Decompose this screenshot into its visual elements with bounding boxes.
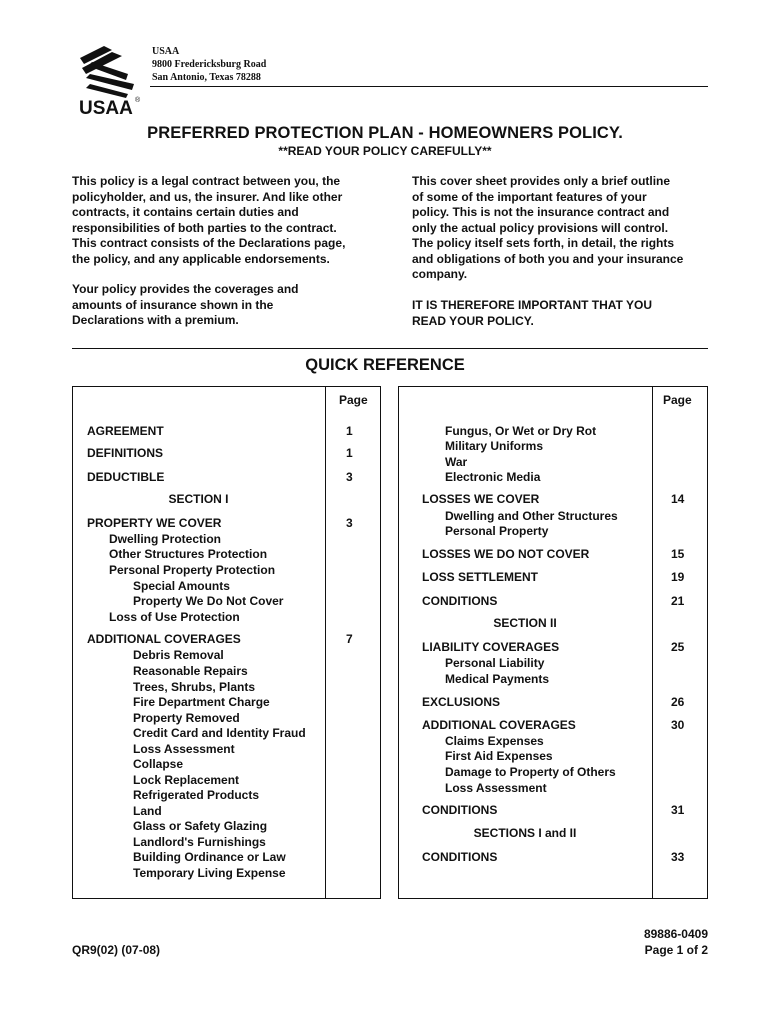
reference-entry: CONDITIONS [422,850,498,864]
quick-reference-title: QUICK REFERENCE [305,356,465,374]
reference-entry: LIABILITY COVERAGES [422,640,560,654]
reference-entry: Landlord's Furnishings [133,835,266,849]
reference-entry: Military Uniforms [445,439,544,453]
intro-left-paragraph-1: This policy is a legal contract between you, the policyholder, and us, the insurer. And like other contracts, it contains certain duties and responsibilities of both parties to the contract. This contract consists of the Declarations page, the policy, and any applicable endorsements. [72,174,346,266]
reference-entry: Other Structures Protection [109,547,268,561]
reference-entry: War [445,455,468,469]
section-divider [72,348,708,349]
left-page-header: Page [339,393,368,407]
form-number: 89886-0409 [643,927,708,941]
reference-entry: Medical Payments [445,672,550,686]
read-policy-note: **READ YOUR POLICY CAREFULLY** [278,144,492,158]
reference-entry: Fire Department Charge [133,695,270,709]
reference-page-number: 26 [671,695,685,709]
registered-mark: ® [135,97,141,104]
page-label: Page 1 of 2 [644,943,708,957]
reference-entry: SECTION II [493,616,557,630]
reference-page-number: 7 [346,632,353,646]
reference-page-number: 25 [671,640,685,654]
header-divider [150,86,708,87]
reference-entry: LOSSES WE DO NOT COVER [422,547,590,561]
reference-entry: CONDITIONS [422,594,498,608]
reference-page-number: 1 [346,446,353,460]
reference-entry: Temporary Living Expense [133,866,286,880]
reference-page-number: 21 [671,594,685,608]
reference-entry: Dwelling Protection [109,532,222,546]
reference-entry: SECTIONS I and II [473,826,577,840]
reference-entry: Dwelling and Other Structures [445,509,618,523]
reference-page-number: 14 [671,492,685,506]
reference-entry: Credit Card and Identity Fraud [133,726,306,740]
reference-entry: Building Ordinance or Law [133,850,286,864]
right-page-column-rule [652,386,653,899]
reference-page-number: 31 [671,803,685,817]
company-city: San Antonio, Texas 78288 [152,72,261,83]
usaa-eagle-logo-icon [78,44,142,116]
reference-entry: LOSSES WE COVER [422,492,540,506]
reference-page-number: 33 [671,850,685,864]
reference-entry: Property We Do Not Cover [133,594,284,608]
reference-entry: Personal Liability [445,656,545,670]
reference-entry: Loss Assessment [133,742,235,756]
reference-entry: Loss of Use Protection [109,610,240,624]
reference-page-number: 3 [346,516,353,530]
reference-entry: Loss Assessment [445,781,547,795]
reference-entry: Special Amounts [133,579,230,593]
reference-entry: DEFINITIONS [87,446,164,460]
reference-entry: Trees, Shrubs, Plants [133,680,256,694]
reference-page-number: 19 [671,570,685,584]
reference-page-number: 3 [346,470,353,484]
reference-page-number: 15 [671,547,685,561]
reference-entry: First Aid Expenses [445,749,553,763]
reference-entry: Electronic Media [445,470,541,484]
reference-entry: Debris Removal [133,648,224,662]
company-name: USAA [152,46,180,57]
company-street: 9800 Fredericksburg Road [152,59,267,70]
reference-entry: AGREEMENT [87,424,164,438]
reference-entry: Personal Property Protection [109,563,276,577]
document-title: PREFERRED PROTECTION PLAN - HOMEOWNERS POLICY. [147,124,623,142]
reference-entry: CONDITIONS [422,803,498,817]
reference-entry: Collapse [133,757,184,771]
intro-left-paragraph-2: Your policy provides the coverages and amounts of insurance shown in the Declarations with a premium. [72,282,299,327]
reference-entry: Reasonable Repairs [133,664,248,678]
reference-entry: Refrigerated Products [133,788,260,802]
reference-entry: SECTION I [168,492,229,506]
form-code: QR9(02) (07-08) [72,943,161,957]
reference-entry: Claims Expenses [445,734,544,748]
intro-right-paragraph-1: This cover sheet provides only a brief outline of some of the important features of your policy. This is not the insurance contract and only the actual policy provisions will control. The policy itself sets forth, in detail, the rights and obligations of both you and your insurance company. [412,174,684,281]
reference-page-number: 1 [346,424,353,438]
reference-entry: Lock Replacement [133,773,240,787]
reference-entry: Land [133,804,162,818]
reference-entry: DEDUCTIBLE [87,470,165,484]
right-page-header: Page [663,393,692,407]
reference-page-number: 30 [671,718,685,732]
reference-entry: Personal Property [445,524,549,538]
logo-text: USAA [79,98,133,116]
reference-entry: Glass or Safety Glazing [133,819,268,833]
intro-right-paragraph-2: IT IS THEREFORE IMPORTANT THAT YOU READ YOUR POLICY. [412,298,652,328]
reference-entry: ADDITIONAL COVERAGES [422,718,576,732]
reference-entry: EXCLUSIONS [422,695,501,709]
left-page-column-rule [325,386,326,899]
reference-entry: Property Removed [133,711,240,725]
reference-entry: LOSS SETTLEMENT [422,570,539,584]
reference-entry: ADDITIONAL COVERAGES [87,632,241,646]
company-address [152,45,266,84]
reference-entry: Damage to Property of Others [445,765,616,779]
reference-entry: Fungus, Or Wet or Dry Rot [445,424,597,438]
reference-entry: PROPERTY WE COVER [87,516,222,530]
